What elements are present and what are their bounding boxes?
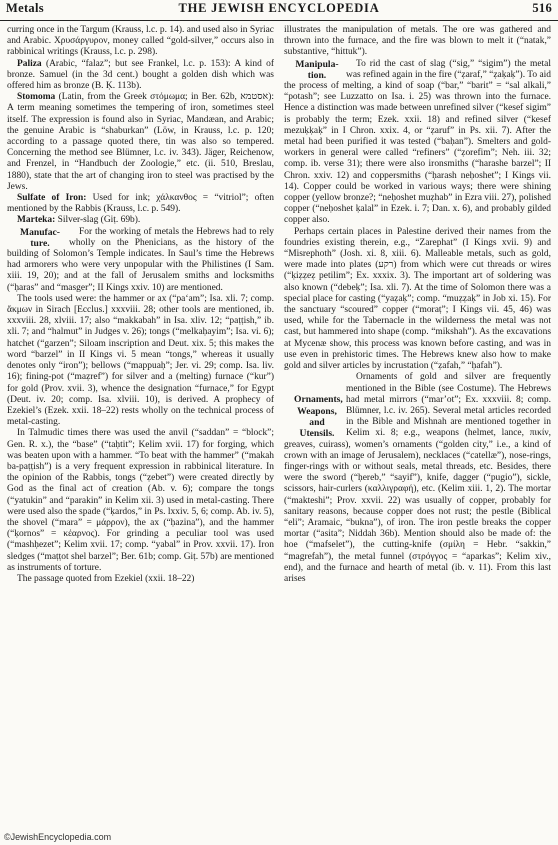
entry-paliza — [7, 59, 274, 93]
entry-text: (Latin, from the Greek στόμωμα; in Ber. 62b, אסטמא): A term meaning sometimes the tempering of iron, sometimes steel itself. The expression is found also in Syriac, Mandæan, and Arabic; the genuine Arabic is “shaburkan” (Löw, in Krauss, l.c. p. 120; according to a passage quoted there, tin was also so tempered. Concerning the method see Blümner, l.c. iv. 343). Jäger, Reichenow, and Frenzel, in “Handbuch der Zoologie,” etc. (ii. 510, Breslau, 1880), state that the art of changing iron to steel was practised by the Jews. — [7, 92, 274, 192]
entry-term: Marteka: — [17, 215, 56, 226]
text-columns — [7, 25, 551, 825]
entry-term: Sulfate of Iron: — [17, 193, 87, 204]
entry-text: Used for ink; χάλκανθος = “vitriol”; often mentioned by the Rabbis (Krauss, l.c. p. 549). — [7, 193, 274, 215]
page-number: 516 — [532, 1, 552, 15]
paragraph-chrysargyron: curring once in the Targum (Krauss, l.c. p. 14). and used also in Syriac and Arabic. Χρυσάργυρον, money called “gold-silver,” occurs also in rabbinical writings (Krauss, l.c. p. 298). — [7, 25, 274, 58]
entry-marteka — [7, 215, 274, 226]
left-column — [7, 25, 274, 825]
paragraph-refining: Manipula- tion. To rid the cast of slag (“sig,” “sigim”) the metal was refined again in the fire (“ẓaraf,” “ẓaḳaḳ”). To aid the process of melting, a kind of soap (“bar,” “barit” = “sal alkali,” “potash”; see Luzzatto on Isa. i. 25) was thrown into the furnace. Hence a distinction was made between unrefined silver (“kesef sigim” is probably the term; Ezek. xxii. 18) and refined silver (“kesef mezuḳḳaḳ” in I Chron. xxix. 4, or “ẓaruf” in Ps. xii. 7). After the metal had been purified it was tested (“baḥan”). Smelters and gold-workers in general were called “refiners” (“ẓorefim”; Neh. iii. 32; comp. ib. verse 31); there were also ironsmiths (“harashe barzel”; II Chron. xxiv. 12) and coppersmiths (“ḥarash neḥoshet”; I Kings vii. 14). Copper could be worked in various ways; there were shining copper (yellow bronze?; “neḥoshet muẓhab” in Ezra viii. 27), polished copper (“neḥoshet ḳalal” in Ezek. i. 7; Dan. x. 6), and probably gilded copper also. — [284, 58, 551, 226]
running-head-title: THE JEWISH ENCYCLOPEDIA — [178, 1, 380, 15]
entry-text: Silver-slag (Giṭ. 69b). — [55, 215, 141, 226]
entry-sulfate-of-iron — [7, 193, 274, 215]
side-heading-manipulation: Manipula- tion. — [295, 58, 339, 81]
page-header — [0, 0, 558, 21]
paragraph-manipulation-intro: illustrates the manipulation of metals. The ore was gathered and thrown into the furnace, and the fire was blown to melt it (“natak,” substantive, “hittuk”). — [284, 25, 551, 58]
side-heading-ornaments: Ornaments, Weapons, and Utensils. — [294, 394, 343, 439]
entry-text: (Arabic, “falaz”; but see Frankel, l.c. p. 153): A kind of bronze. Samuel (in the 3d cent.) bought a golden dish which was offered him as bronze (B. Ḳ. 113b). — [7, 58, 274, 92]
right-column — [284, 25, 551, 825]
side-heading-manufacture: Manufac- ture. — [20, 226, 60, 249]
running-head-left: Metals — [6, 1, 44, 15]
entry-stomoma — [7, 92, 274, 193]
entry-term: Stomoma — [17, 92, 56, 103]
entry-term: Paliza — [17, 58, 42, 69]
paragraph-working-of-metals: Manufac- ture. For the working of metals the Hebrews had to rely wholly on the Phenicians, as the history of the building of Solomon’s Temple indicates. In Saul’s time the Hebrews had armorers who were very unpopular with the Philistines (I Sam. xiii. 19, 20); and at the fall of Jerusalem smiths and locksmiths (“ḥaras” and “masger”; II Kings xxiv. 10) are mentioned. — [7, 226, 274, 293]
paragraph-talmudic-times: In Talmudic times there was used the anvil (“saddan” = “block”; Gen. R. x.), the “base” (“taḥtit”; Kelim xvii. 17) for forging, which was beaten upon with a hammer. “To beat with the hammer” (“makah ba-paṭṭish”) is a very frequent expression in rabbinical literature. In the opinion of the Rabbis, tongs (“ẓebet”) were created directly by God as the final act of creation (Ab. v. 6); compare the tongs (“yatukin” and “parakin” in Kelim xii. 3) used in metal-casting. There were used also the spade (“ḳardos,” in Ps. lxxiv. 5, 6; comp. Ab. iv. 5), the shovel (“mara” = μάρρον), the ax (“ḥazina”), and the hammer (“ḳornos” = κέαρνος). For grinding a peculiar tool was used (“mashḥezet”; Kelim xvii. 17; comp. “yabal” in Prov. xxvii. 17). Iron sledges (“maṭṭot shel barzel”; Ber. 61b; comp. Giṭ. 57b) are mentioned as instruments of torture. — [7, 428, 274, 573]
copyright-footer: ©JewishEncyclopedia.com — [4, 832, 112, 842]
paragraph-ezekiel-passage: The passage quoted from Ezekiel (xxii. 18–22) — [17, 573, 195, 584]
paragraph-ornaments: Ornaments, Weapons, and Utensils. Ornaments of gold and silver are frequently mentioned in the Bible (see Costume). The Hebrews had metal mirrors (“mar’ot”; Ex. xxxviii. 8; comp. Blümner, l.c. iv. 265). Several metal articles recorded in the Bible and Mishnah are mentioned together in Kelim xi. 8; e.g., weapons (helmet, lance, πικίν, greaves, cuirass), women’s ornaments (“golden city,” i.e., a kind of crown with an image of Jerusalem), necklaces (“catellæ”), nose-rings, finger-rings with or without seals, metal threads, etc. Besides, there were the sword (“ḥereb,” “sayif”), knife, dagger (“pugio”), sickle, scissors, hair-curlers (καλλιγραφή), etc. (Kelim xiii. 1, 2). The mortar (“makteshi”; Prov. xxvii. 22) was usually of copper, probably for sanitary reasons, because copper does not rust; the pestle (Biblical “eli”; Aramaic, “bukna”), of iron. The iron pestle breaks the copper mortar (“asita”; Niddah 36b). Mention should also be made of: the hoe (“mafselet”), the cutting-knife (σμίλη = Hebr. “sakkin,” “magrefah”), the metal funnel (στρόγγος = “aparkas”; Kelim xiv., end), and the furnace and hearth of metal (ib. v. 11). From this last arises — [284, 372, 551, 584]
paragraph-tools: The tools used were: the hammer or ax (“pa‘am”; Isa. xli. 7; comp. ἄκμων in Sirach [Ecclus.] xxxviii. 28; other tools are mentioned, ib. xxxviii. 28, xlviii. 17; also “makkabah” in Isa. xliv. 12; “paṭṭish,” ib. xli. 7; and “halmut” in Judges v. 26); tongs (“melkaḥayim”; Isa. vi. 6); hatchet (“garzen”; Siloam inscription and Deut. xix. 5; this makes the word “barzel” in II Kings vi. 5 mean “tongs,” whereas it usually denotes only “iron”); bellows (“mappuaḥ”; Jer. vi. 29; comp. Isa. liv. 16); fining-pot (“maẓref”) for silver and a (melting) furnace (“kur”) for gold (Prov. xvii. 3), whence the designation “furnace,” for Egypt (Deut. iv. 20; comp. Isa. xlviii. 10), is derived. A prophecy of Ezekiel’s (Ezek. xxii. 18–22) rests wholly on the technical process of metal-casting. — [7, 293, 274, 428]
paragraph-foundries: Perhaps certain places in Palestine derived their names from the foundries existing therein, e.g., “Zarephat” (I Kings xvii. 9) and “Misrephoth” (Josh. xi. 8, xiii. 6). Malleable metals, such as gold, were made into plates (רקע) from which were cut threads or wires (“ḳiẓẓeẓ petilim”; Ex. xxxix. 3). The important art of soldering was also known (“debeḳ”; Isa. xli. 7). At the time of Solomon there was a special place for casting (“yaẓaḳ”; comp. “muẓẓaḳ” in Job xi. 15). For the sanctuary “scoured” copper (“moraṭ”; I Kings vii. 45, 46) was used, while for the Tabernacle in the wilderness the metal was not cast, but hammered into shape (comp. “mikshah”). As the excavations at Mycenæ show, this process was known before casting, and was in use even in prehistoric times. The Hebrews knew also how to make gold and silver articles by incrustation (“ẓafah,” “ḥafah”). — [284, 226, 551, 372]
